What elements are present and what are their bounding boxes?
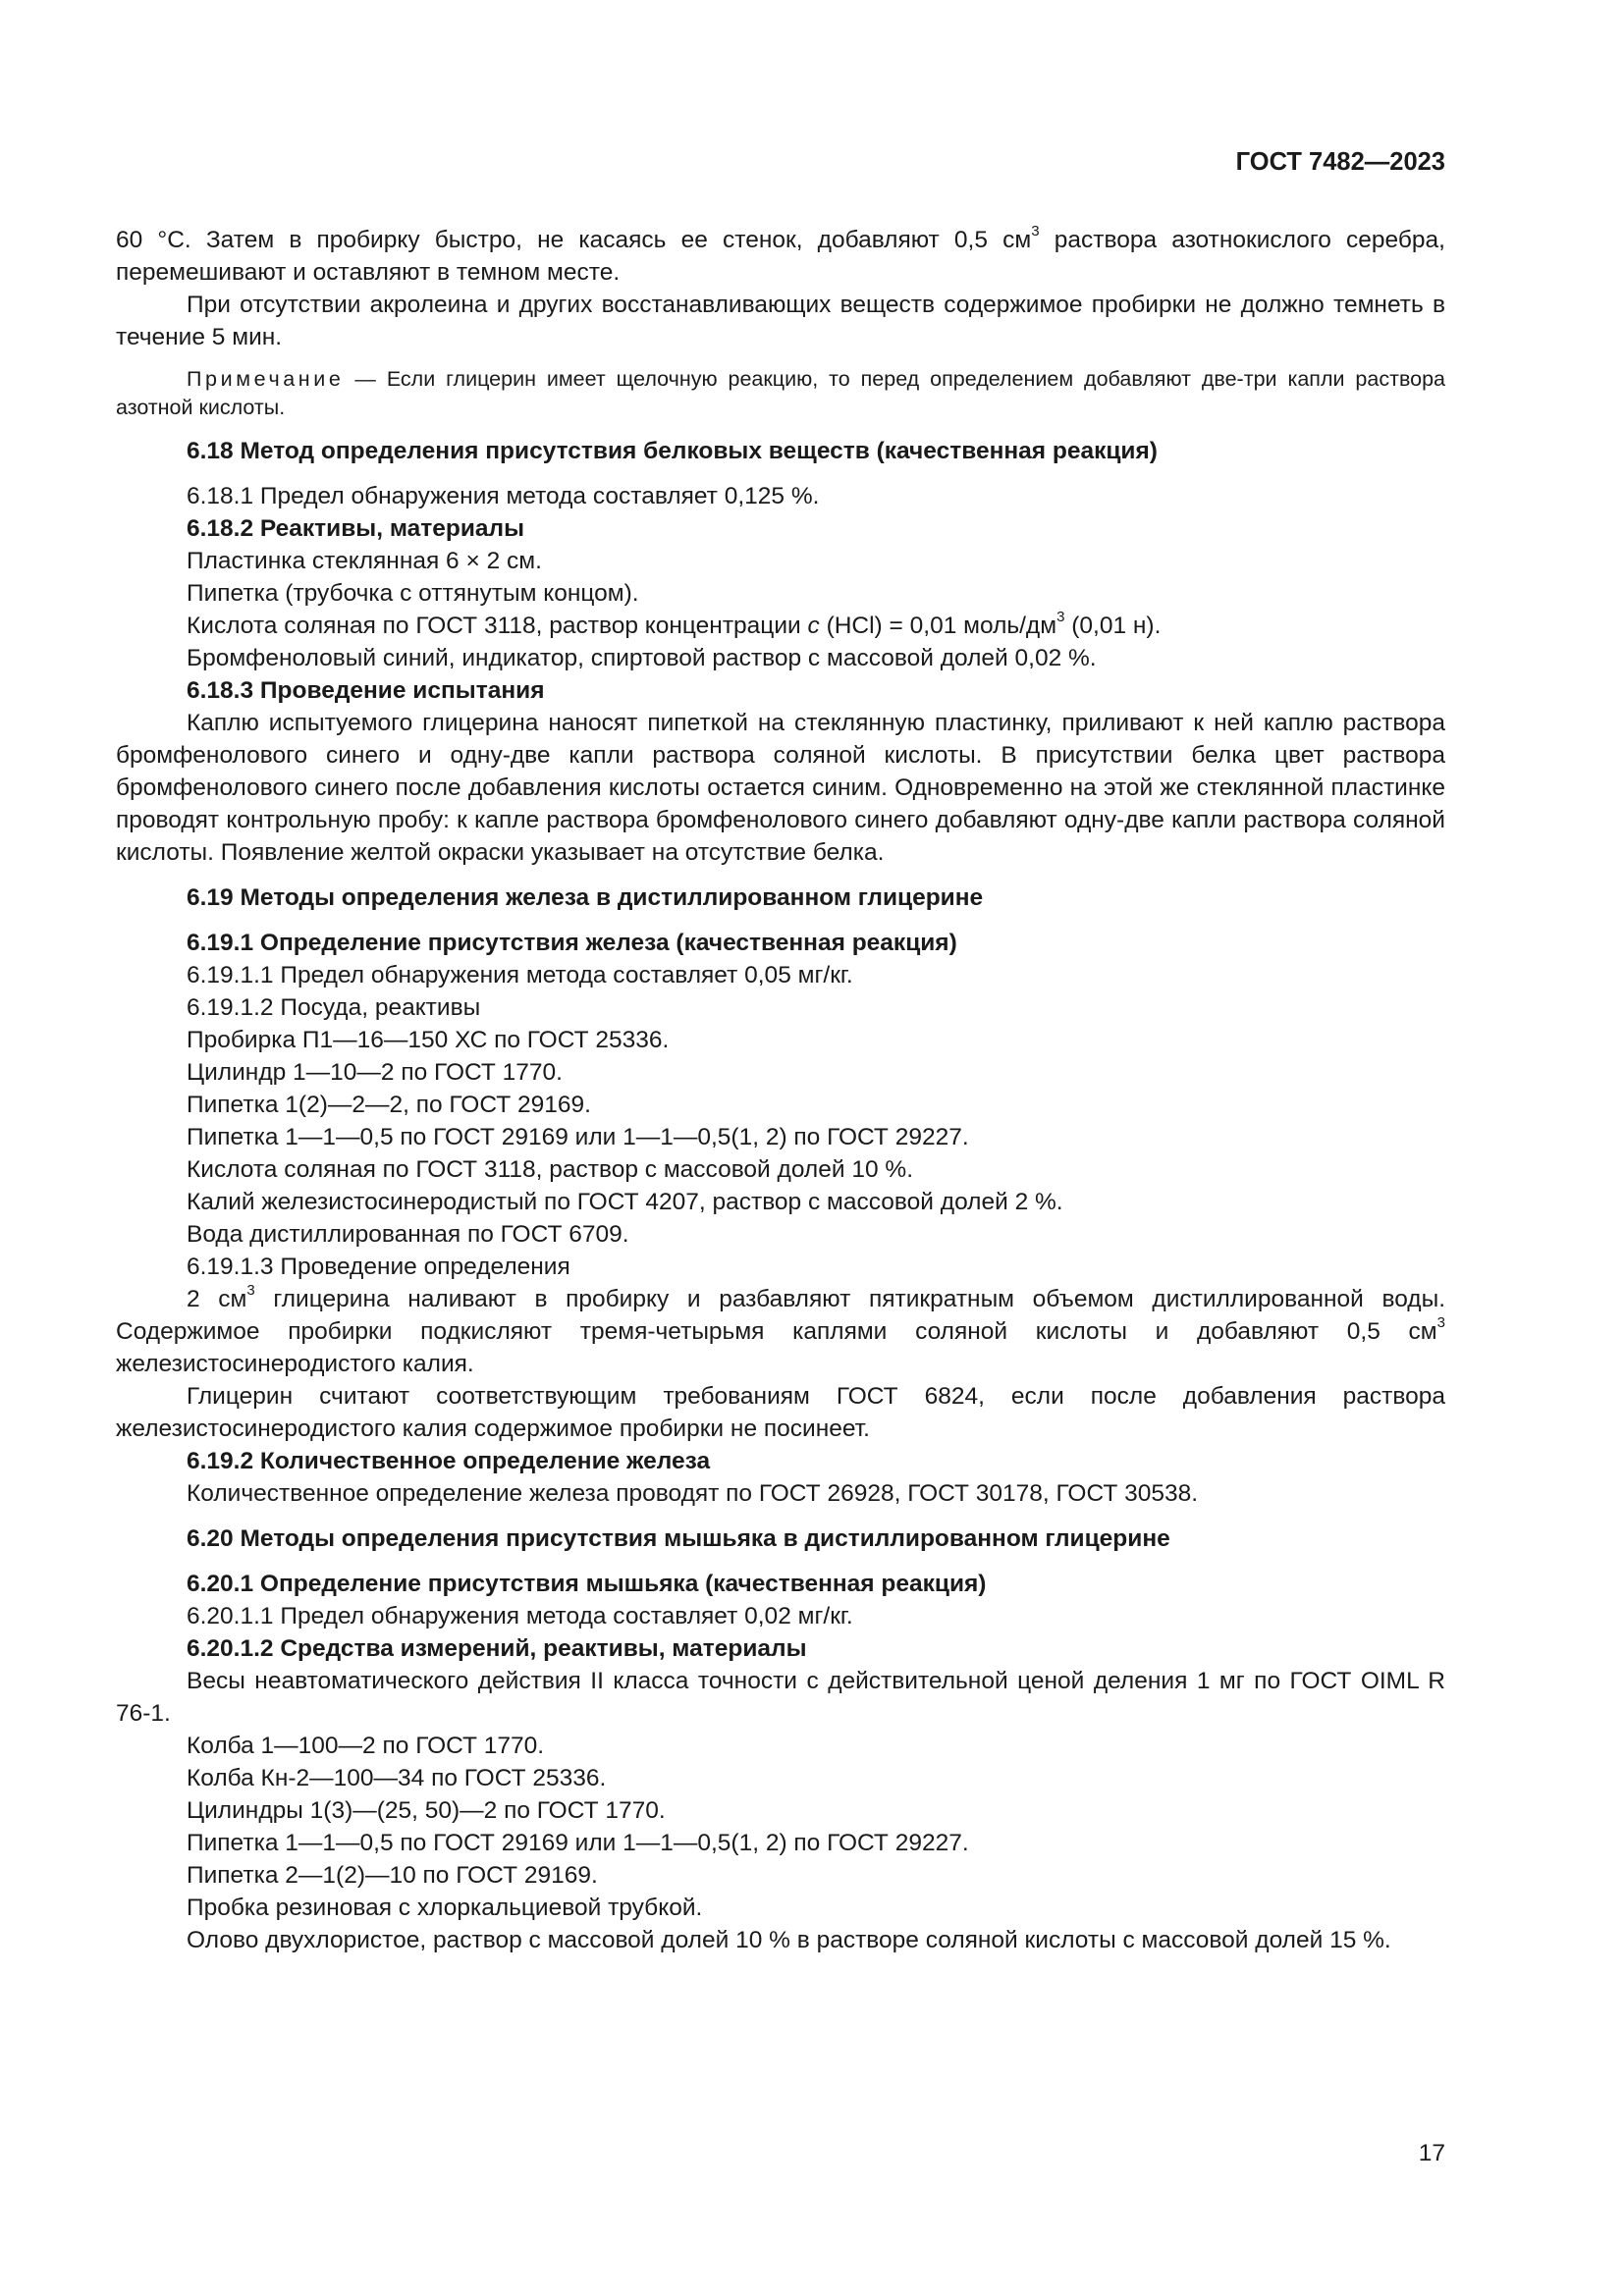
paragraph-continued: 60 °C. Затем в пробирку быстро, не касаясь ее стенок, добавляют 0,5 $см^3$ раствора азотнокислого серебра, перемешивают и оставляют в темном месте. (116, 222, 1445, 286)
list-item: Пробирка П1—16—150 ХС по ГОСТ 25336. (187, 1027, 670, 1053)
list-item: 6.19.1.2 Посуда, реактивы (187, 994, 481, 1021)
section-heading-6-18: 6.18 Метод определения присутствия белковых веществ (качественная реакция) (187, 438, 1158, 464)
document-code-header: ГОСТ 7482—2023 (1235, 148, 1445, 176)
list-item: Цилиндр 1—10—2 по ГОСТ 1770. (187, 1059, 563, 1086)
clause-heading-6-20-1: 6.20.1 Определение присутствия мышьяка (качественная реакция) (187, 1571, 987, 1597)
paragraph-iron-result: Глицерин считают соответствующим требованиям ГОСТ 6824, если после добавления раствора железистосинеродистого калия содержимое пробирки не посинеет. (116, 1383, 1445, 1442)
list-item: Пластинка стеклянная 6 × 2 см. (187, 548, 542, 574)
list-item: Колба 1—100—2 по ГОСТ 1770. (187, 1733, 545, 1759)
list-item: Цилиндры 1(3)—(25, 50)—2 по ГОСТ 1770. (187, 1797, 666, 1824)
clause-heading-6-18-2: 6.18.2 Реактивы, материалы (187, 515, 525, 542)
clause-heading-6-19-1: 6.19.1 Определение присутствия железа (качественная реакция) (187, 930, 957, 956)
page-body (116, 224, 1445, 1956)
list-item: Пипетка (трубочка с оттянутым концом). (187, 580, 639, 607)
list-item: 6.19.1.3 Проведение определения (187, 1254, 570, 1280)
section-heading-6-20: 6.20 Методы определения присутствия мышьяка в дистиллированном глицерине (187, 1525, 1170, 1552)
list-item: Пипетка 2—1(2)—10 по ГОСТ 29169. (187, 1862, 598, 1889)
note: Примечание — Если глицерин имеет щелочную реакцию, то перед определением добавляют две-три капли раствора азотной кислоты. (116, 367, 1445, 419)
list-item: Кислота соляная по ГОСТ 3118, раствор с массовой долей 10 %. (187, 1156, 914, 1183)
list-item: Пипетка 1—1—0,5 по ГОСТ 29169 или 1—1—0,5(1, 2) по ГОСТ 29227. (187, 1124, 969, 1150)
list-item: Калий железистосинеродистый по ГОСТ 4207, раствор с массовой долей 2 %. (187, 1189, 1063, 1215)
paragraph-iron-procedure: 2 $см^3$ глицерина наливают в пробирку и разбавляют пятикратным объемом дистиллированной воды. Содержимое пробирки подкисляют тремя-четырьмя каплями соляной кислоты и добавляют 0,5 $см^3$ железистосинеродистого калия. (116, 1281, 1446, 1377)
clause-heading-6-20-1-2: 6.20.1.2 Средства измерений, реактивы, материалы (187, 1635, 807, 1662)
list-item: Пипетка 1—1—0,5 по ГОСТ 29169 или 1—1—0,5(1, 2) по ГОСТ 29227. (187, 1830, 969, 1856)
clause-6-18-1: 6.18.1 Предел обнаружения метода составляет 0,125 %. (187, 483, 820, 509)
paragraph-acrolein: При отсутствии акролеина и других восстанавливающих веществ содержимое пробирки не должно темнеть в течение 5 мин. (116, 292, 1445, 350)
list-item: Кислота соляная по ГОСТ 3118, раствор концентрации c (HCl) = 0,01 моль/$дм^3$ (0,01 н). (187, 608, 1162, 639)
clause-heading-6-18-3: 6.18.3 Проведение испытания (187, 677, 545, 704)
list-item: Колба Кн-2—100—34 по ГОСТ 25336. (187, 1765, 607, 1791)
paragraph-tin-chloride: Олово двухлористое, раствор с массовой долей 10 % в растворе соляной кислоты с массовой долей 15 %. (187, 1927, 1391, 1953)
list-item: Бромфеноловый синий, индикатор, спиртовой раствор с массовой долей 0,02 %. (187, 645, 1097, 671)
paragraph-scales: Весы неавтоматического действия II класса точности с действительной ценой деления 1 мг по ГОСТ OIML R 76-1. (116, 1668, 1445, 1727)
clause-heading-6-19-2: 6.19.2 Количественное определение железа (187, 1448, 711, 1474)
section-heading-6-19: 6.19 Методы определения железа в дистиллированном глицерине (187, 884, 984, 911)
note-label: Примечание (187, 367, 345, 391)
list-item: Пипетка 1(2)—2—2, по ГОСТ 29169. (187, 1092, 591, 1118)
paragraph-test-procedure: Каплю испытуемого глицерина наносят пипеткой на стеклянную пластинку, приливают к ней каплю раствора бромфенолового синего и одну-две капли раствора соляной кислоты. В присутствии белка цвет раствора бромфенолового синего после добавления кислоты остается синим. Одновременно на этой же стеклянной пластинке проводят контрольную пробу: к капле раствора бромфенолового синего добавляют одну-две капли раствора соляной кислоты. Появление желтой окраски указывает на отсутствие белка. (116, 710, 1445, 866)
list-item: Количественное определение железа проводят по ГОСТ 26928, ГОСТ 30178, ГОСТ 30538. (187, 1480, 1199, 1507)
page-number: 17 (1418, 2140, 1445, 2166)
list-item: 6.19.1.1 Предел обнаружения метода составляет 0,05 мг/кг. (187, 962, 853, 988)
list-item: Вода дистиллированная по ГОСТ 6709. (187, 1221, 629, 1248)
list-item: 6.20.1.1 Предел обнаружения метода составляет 0,02 мг/кг. (187, 1603, 853, 1629)
list-item: Пробка резиновая с хлоркальциевой трубкой. (187, 1895, 703, 1921)
